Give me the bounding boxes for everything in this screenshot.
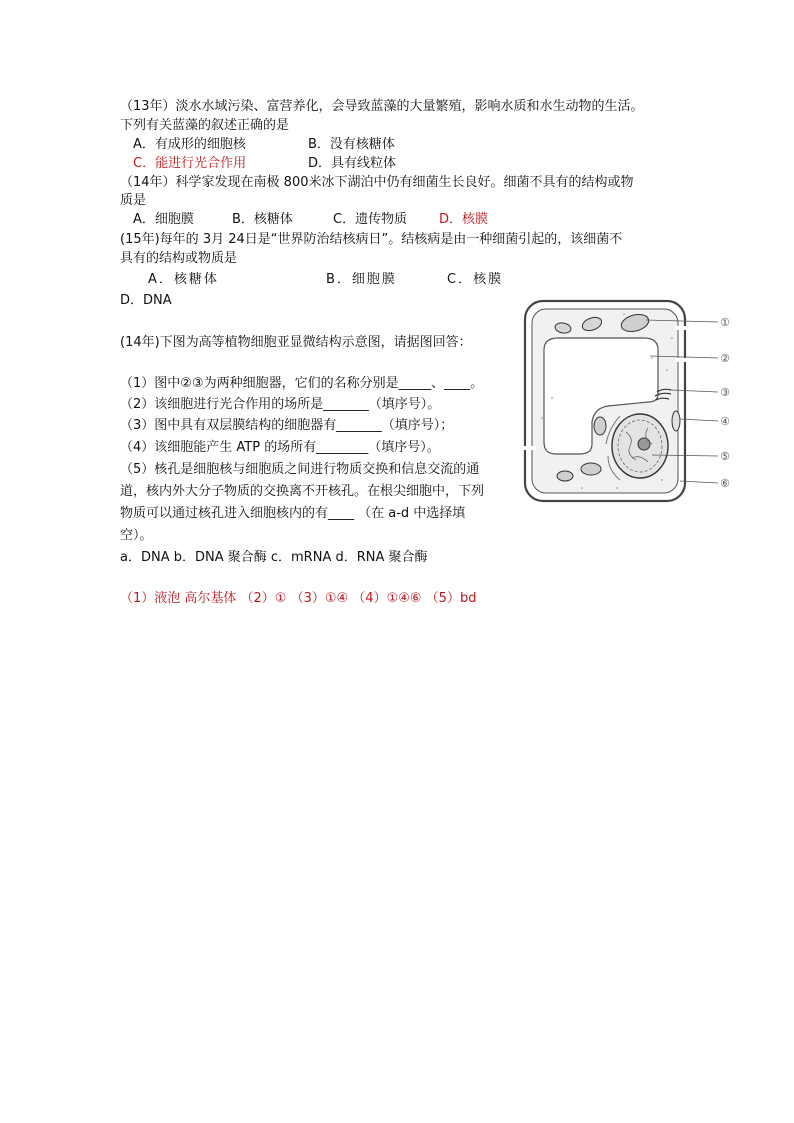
q14b-sub5-line3: 物质可以通过核孔进入细胞核内的有____ （在 a-d 中选择填 (120, 506, 466, 521)
q15-option-d: D．DNA (120, 293, 172, 308)
q14b-answer: （1）液泡 高尔基体 （2）① （3）①④ （4）①④⑥ （5）bd (120, 591, 477, 606)
figure-label-2: ② (720, 352, 730, 365)
q14b-sub1: （1）图中②③为两种细胞器，它们的名称分别是_____、____。 (120, 376, 484, 391)
chloroplast (581, 463, 601, 475)
plant-cell-figure (522, 298, 742, 508)
figure-label-3: ③ (720, 386, 730, 399)
q14a-stem-line2: 质是 (120, 193, 147, 208)
q13-option-d: D．具有线粒体 (308, 156, 397, 171)
q14a-option-a: A．细胞膜 (133, 212, 194, 227)
q14b-intro: (14年)下图为高等植物细胞亚显微结构示意图，请据图回答： (120, 335, 472, 350)
q14b-sub5-line1: （5）核孔是细胞核与细胞质之间进行物质交换和信息交流的通 (120, 462, 480, 477)
q14a-option-d-correct: D．核膜 (439, 212, 489, 227)
q14b-sub4: （4）该细胞能产生 ATP 的场所有________（填序号）。 (120, 440, 440, 455)
q13-stem-line1: （13年）淡水水域污染、富营养化，会导致蓝藻的大量繁殖，影响水质和水生动物的生活。 (120, 99, 644, 114)
q14b-sub5-line4: 空）。 (120, 528, 153, 543)
mitochondrion (672, 411, 680, 431)
q14b-choices: a．DNA b．DNA 聚合酶 c．mRNA d．RNA 聚合酶 (120, 550, 428, 565)
q14b-sub5-line2: 道，核内外大分子物质的交换离不开核孔。在根尖细胞中，下列 (120, 484, 485, 499)
q15-option-c: C．核膜 (447, 272, 504, 287)
q15-option-a: A．核糖体 (148, 272, 219, 287)
q14a-option-b: B．核糖体 (232, 212, 293, 227)
q15-stem-line1: (15年)每年的 3月 24日是“世界防治结核病日”。结核病是由一种细菌引起的，该细菌不 (120, 232, 623, 247)
q14b-sub3: （3）图中具有双层膜结构的细胞器有_______（填序号）； (120, 418, 454, 433)
figure-label-5: ⑤ (720, 450, 730, 463)
figure-label-1: ① (720, 316, 730, 329)
figure-label-4: ④ (720, 415, 730, 428)
q14a-stem-line1: （14年）科学家发现在南极 800米冰下湖泊中仍有细菌生长良好。细菌不具有的结构或物 (120, 175, 634, 190)
chloroplast (594, 417, 606, 435)
q14a-option-c: C．遗传物质 (333, 212, 408, 227)
plant-cell-diagram (522, 298, 742, 508)
figure-label-6: ⑥ (720, 477, 730, 490)
q14b-sub2: （2）该细胞进行光合作用的场所是_______（填序号）。 (120, 397, 441, 412)
q15-stem-line2: 具有的结构或物质是 (120, 251, 238, 266)
q13-option-b: B．没有核糖体 (308, 137, 395, 152)
q13-option-a: A．有成形的细胞核 (133, 137, 246, 152)
q13-stem-line2: 下列有关蓝藻的叙述正确的是 (120, 118, 290, 133)
q15-option-b: B．细胞膜 (326, 272, 397, 287)
q13-option-c-correct: C．能进行光合作用 (133, 156, 247, 171)
nucleolus (638, 438, 650, 450)
chloroplast (557, 471, 573, 481)
